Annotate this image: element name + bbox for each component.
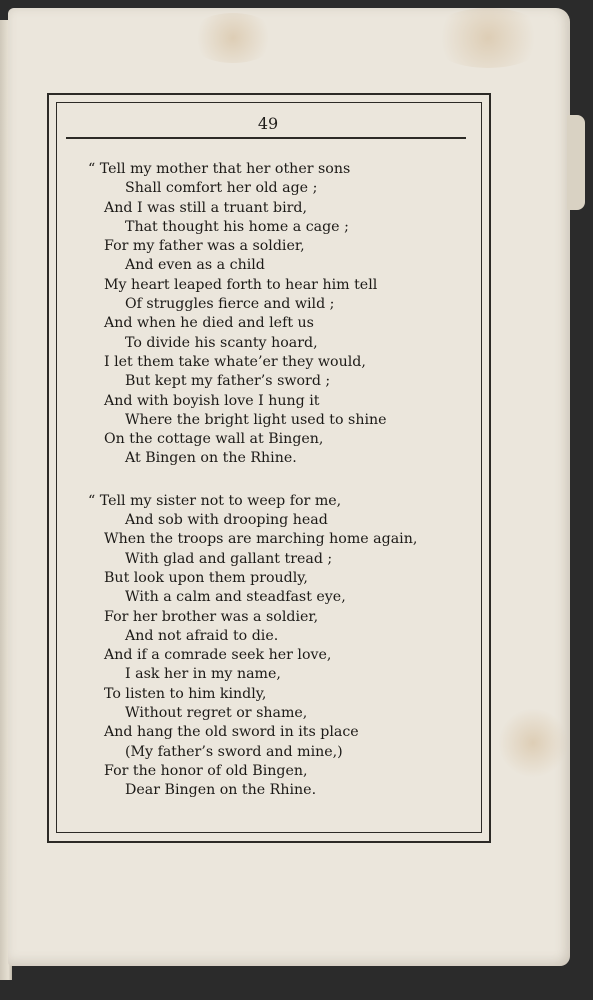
poem-line: To divide his scanty hoard, — [125, 334, 318, 351]
poem-line: And with boyish love I hung it — [104, 392, 320, 409]
poem-line: With glad and gallant tread ; — [125, 550, 333, 567]
stanza — [88, 492, 468, 801]
poem-line: When the troops are marching home again, — [104, 531, 418, 548]
stanza-break — [88, 469, 468, 492]
poem-line: Dear Bingen on the Rhine. — [125, 782, 317, 799]
poem-line: For my father was a soldier, — [104, 238, 305, 255]
poem-line: And when he died and left us — [104, 315, 314, 332]
poem-line: And not afraid to die. — [125, 627, 279, 644]
poem-line: “ Tell my sister not to weep for me, — [88, 492, 342, 509]
poem-line: To listen to him kindly, — [104, 685, 267, 702]
foxing-stain — [428, 8, 548, 68]
poem-line: And I was still a truant bird, — [104, 199, 307, 216]
poem-line: And even as a child — [125, 257, 265, 274]
header-rule — [66, 137, 466, 139]
poem-line: Of struggles fierce and wild ; — [125, 296, 335, 313]
poem-line: With a calm and steadfast eye, — [125, 589, 346, 606]
stanza — [88, 160, 468, 469]
poem-line: But kept my father’s sword ; — [125, 373, 331, 390]
poem-line: I ask her in my name, — [125, 666, 281, 683]
page-number: 49 — [257, 114, 279, 133]
poem-line: At Bingen on the Rhine. — [125, 450, 297, 467]
poem-line: That thought his home a cage ; — [125, 218, 349, 235]
poem-line: “ Tell my mother that her other sons — [88, 161, 351, 177]
poem-text — [88, 160, 468, 801]
poem-line: Where the bright light used to shine — [125, 411, 387, 428]
poem-line: And if a comrade seek her love, — [104, 647, 332, 664]
foxing-stain — [188, 13, 278, 63]
poem-line: But look upon them proudly, — [104, 569, 308, 586]
poem-line: (My father’s sword and mine,) — [125, 743, 343, 760]
poem-line: Shall comfort her old age ; — [125, 180, 318, 197]
poem-line: Without regret or shame, — [125, 705, 308, 722]
poem-line: And hang the old sword in its place — [104, 724, 359, 741]
poem-line: On the cottage wall at Bingen, — [104, 431, 324, 448]
torn-page-edge — [567, 115, 585, 210]
poem-line: For the honor of old Bingen, — [104, 762, 308, 779]
poem-line: For her brother was a soldier, — [104, 608, 319, 625]
poem-line: And sob with drooping head — [125, 512, 328, 529]
poem-line: My heart leaped forth to hear him tell — [104, 276, 378, 293]
poem-line: I let them take whate’er they would, — [104, 353, 366, 370]
foxing-stain — [498, 708, 568, 778]
